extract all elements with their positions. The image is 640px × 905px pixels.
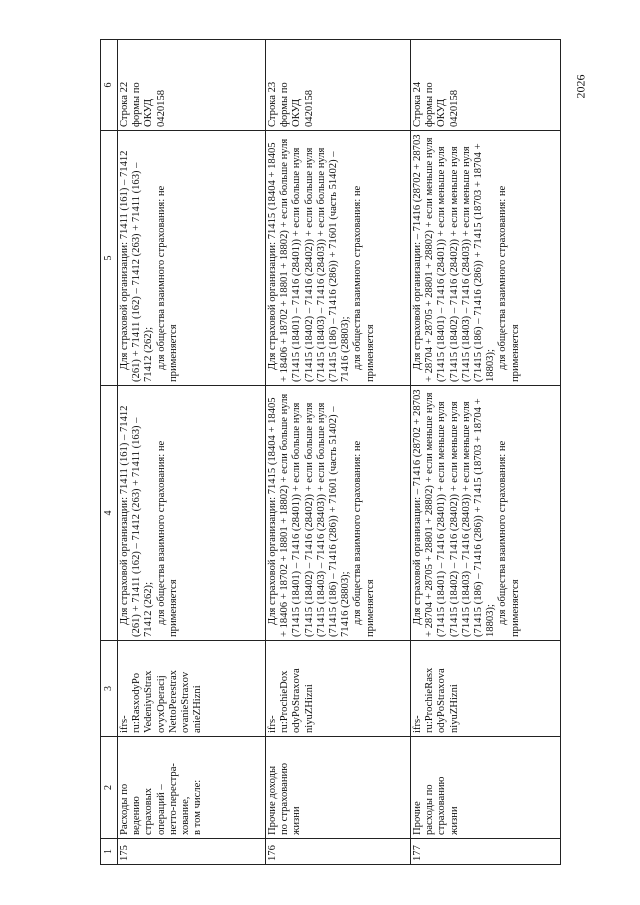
- formula-text: для общества взаимного страхования: не применяется: [352, 185, 376, 382]
- formula-text: Для страховой организации: – 71416 (28702 + 28703 + 28704 + 28705 + 28801 + 28802) + если меньше нуля (71415 (18401) – 71416 (28401)) + если меньше нуля (71415 (18402) – 71416 (28402)) + если меньше нуля (71415 (18403) – 71416 (28403)) + если меньше нуля (71415 (186) – 71416 (286)) + 71415 (18703 + 18704 + 18803);: [412, 389, 497, 637]
- formula-text: Для страховой организации: 71411 (161) – 71412 (261) + 71411 (162) – 71412 (263) + 71411 (163) – 71412 (262);: [119, 150, 155, 382]
- col-header: 1: [101, 839, 118, 865]
- formula-text: Для страховой организации: – 71416 (28702 + 28703 + 28704 + 28705 + 28801 + 28802) + если меньше нуля (71415 (18401) – 71416 (28401)) + если меньше нуля (71415 (18402) – 71416 (28402)) + если меньше нуля (71415 (18403) – 71416 (28403)) + если меньше нуля (71415 (186) – 71416 (286)) + 71415 (18703 + 18704 + 18803);: [412, 134, 497, 382]
- row-formula-col4: [266, 386, 411, 641]
- page-number-text: 2026: [573, 74, 588, 98]
- formula-text: для общества взаимного страхования: не применяется: [155, 185, 179, 382]
- rotated-table-area: [100, 40, 560, 865]
- table-row: [411, 40, 561, 865]
- formula-text: Для страховой организации: 71415 (18404 + 18405 + 18406 + 18702 + 18801 + 18802) + если больше нуля (71415 (18401) – 71416 (28401)) + если больше нуля (71415 (18402) – 71416 (28402)) + если больше нуля (71415 (18403) – 71416 (28403)) + если больше нуля (71415 (186) – 71416 (286)) + 71601 (часть 51402) – 71416 (28803);: [267, 138, 352, 382]
- header-row: [101, 40, 118, 865]
- col-header: 6: [101, 40, 118, 131]
- document-table: [100, 39, 561, 865]
- formula-text: для общества взаимного страхования: не применяется: [497, 185, 521, 382]
- row-formula-col4: [118, 386, 266, 641]
- row-number: 177: [411, 839, 561, 865]
- row-formula-col5: [411, 131, 561, 386]
- row-name: Прочие доходы по страхованию жизни: [266, 737, 411, 839]
- col-header: 2: [101, 737, 118, 839]
- formula-text: Для страховой организации: 71411 (161) – 71412 (261) + 71411 (162) – 71412 (263) + 71411 (163) – 71412 (262);: [119, 405, 155, 637]
- row-reference: Строка 23 формы по ОКУД 0420158: [266, 40, 411, 131]
- table-row: [266, 40, 411, 865]
- page-number: [571, 66, 591, 106]
- table-row: [118, 40, 266, 865]
- row-reference: Строка 22 формы по ОКУД 0420158: [118, 40, 266, 131]
- formula-text: для общества взаимного страхования: не применяется: [497, 440, 521, 637]
- col-header: 4: [101, 386, 118, 641]
- formula-text: Для страховой организации: 71415 (18404 + 18405 + 18406 + 18702 + 18801 + 18802) + если больше нуля (71415 (18401) – 71416 (28401)) + если больше нуля (71415 (18402) – 71416 (28402)) + если больше нуля (71415 (18403) – 71416 (28403)) + если больше нуля (71415 (186) – 71416 (286)) + 71601 (часть 51402) – 71416 (28803);: [267, 393, 352, 637]
- row-number: 176: [266, 839, 411, 865]
- col-header: 3: [101, 641, 118, 737]
- row-code: ifrs- ru:ProchieRasx odyPoStraxova niyuZHizni: [411, 641, 561, 737]
- row-formula-col5: [118, 131, 266, 386]
- row-number: 175: [118, 839, 266, 865]
- row-formula-col4: [411, 386, 561, 641]
- formula-text: для общества взаимного страхования: не применяется: [155, 440, 179, 637]
- row-name: Расходы по ведению страховых операций – нетто-перестра- хование, в том числе:: [118, 737, 266, 839]
- row-formula-col5: [266, 131, 411, 386]
- formula-text: для общества взаимного страхования: не применяется: [352, 440, 376, 637]
- row-name: Прочие расходы по страхованию жизни: [411, 737, 561, 839]
- row-reference: Строка 24 формы по ОКУД 0420158: [411, 40, 561, 131]
- row-code: ifrs- ru:RasxodyPo VedeniyuStrax ovyxOperacij NettoPerestrax ovanieStraxov anieZHizni: [118, 641, 266, 737]
- row-code: ifrs- ru:ProchieDox odyPoStraxova niyuZHizni: [266, 641, 411, 737]
- col-header: 5: [101, 131, 118, 386]
